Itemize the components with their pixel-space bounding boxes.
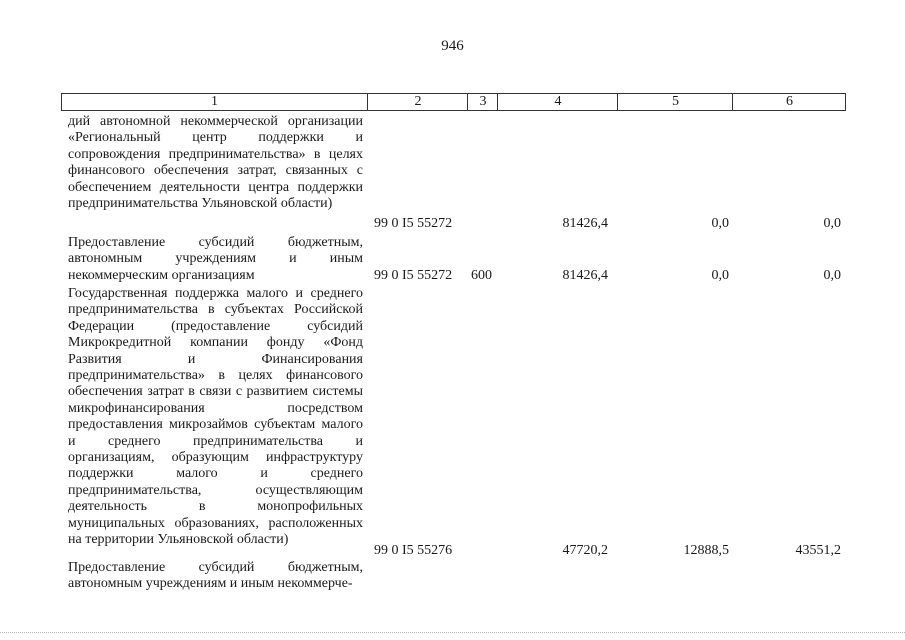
header-col-6: 6 [732,94,846,110]
row-code: 99 0 I5 55276 [374,543,453,558]
row-code: 99 0 I5 55272 [374,216,453,231]
row-value-col4: 81426,4 [562,268,608,283]
header-col-1: 1 [211,94,218,109]
row-description: Государственная поддержка малого и среднего предпринимательства в субъектах Российской Федерации (предоставление субсидий Микрокредитной компании фонду «Фонд Развития и Финансирования предпринимательства» в целях финансового обеспечения затрат в связи с развитием системы микрофинансирования посредством предоставления микрозаймов субъектам малого и среднего предпринимательства и организациям, образующим инфраструктуру поддержки малого и среднего предпринимательства, осуществляющим деятельность в монопрофильных муниципальных образованиях, расположенных на территории Ульяновской области) [68,286,363,548]
row-value-col6: 0,0 [823,268,841,283]
row-value-col4: 81426,4 [562,216,608,231]
page-number: 946 [441,38,464,54]
row-value-col6: 0,0 [823,216,841,231]
header-col-2: 2 [367,94,468,110]
row-value-col6: 43551,2 [795,543,841,558]
header-col-4: 4 [497,94,618,110]
row-type: 600 [471,268,492,283]
row-description: Предоставление субсидий бюджетным, автономным учреждениям и иным некоммерческим организациям [68,235,363,283]
row-value-col4: 47720,2 [562,543,608,558]
row-code: 99 0 I5 55272 [374,268,453,283]
row-description: дий автономной некоммерческой организации «Региональный центр поддержки и сопровождения предпринимательства» в целях финансового обеспечения затрат, связанных с обеспечением деятельности центра поддержки предпринимательства Ульяновской области) [68,114,363,212]
row-value-col5: 0,0 [711,216,729,231]
header-col-5: 5 [617,94,733,110]
row-description: Предоставление субсидий бюджетным, автономным учреждениям и иным некоммерче- [68,560,363,592]
scan-edge-divider [0,632,905,636]
header-col-3: 3 [467,94,498,110]
row-value-col5: 0,0 [711,268,729,283]
row-value-col5: 12888,5 [683,543,729,558]
